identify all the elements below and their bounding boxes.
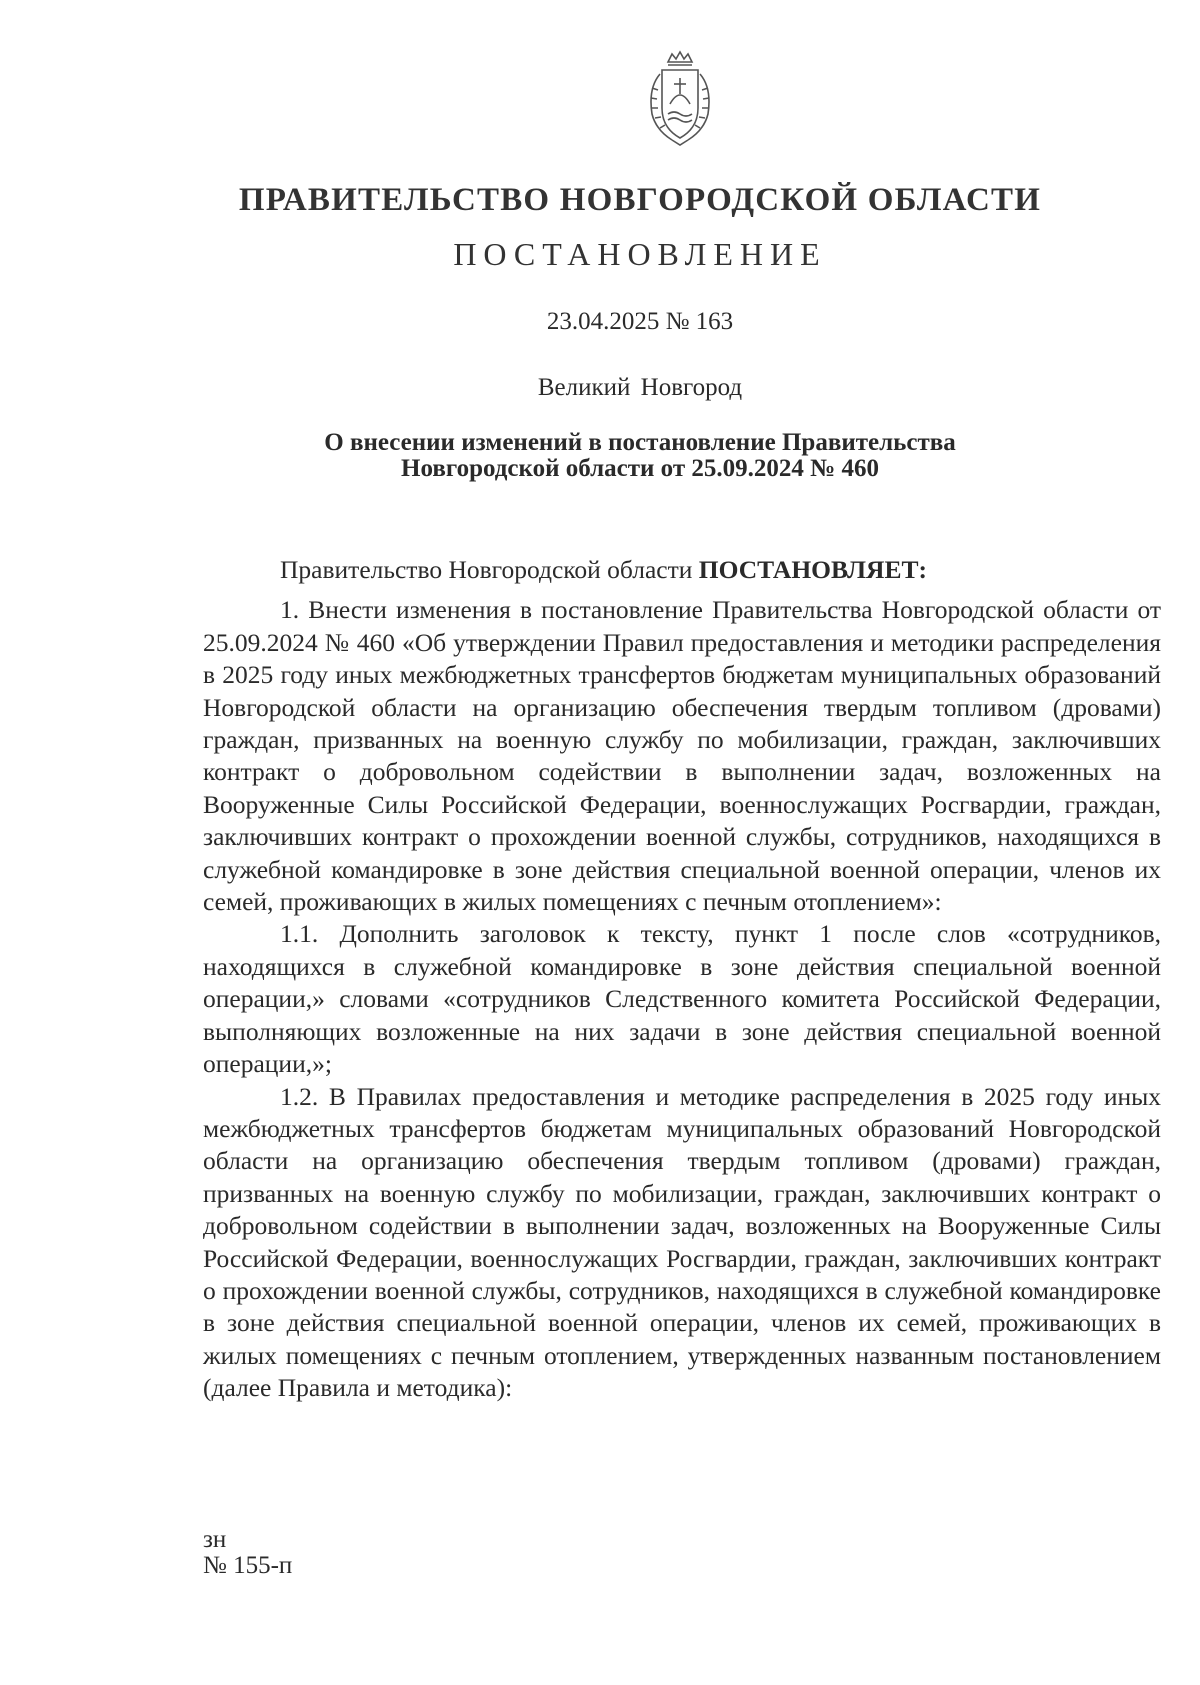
coat-of-arms-icon [640, 48, 720, 148]
resolution-intro [203, 554, 1161, 586]
registration-number: № 155-п [203, 1552, 293, 1579]
document-place: Великий Новгород [537, 374, 743, 401]
executor-initials: зн [203, 1526, 227, 1553]
organization-name: ПРАВИТЕЛЬСТВО НОВГОРОДСКОЙ ОБЛАСТИ [238, 182, 1042, 218]
resolution-keyword: ПОСТАНОВЛЯЕТ: [698, 555, 927, 584]
document-title [200, 430, 1080, 482]
document-date-number: 23.04.2025 № 163 [546, 308, 734, 335]
paragraph-1-2: 1.2. В Правилах предоставления и методике распределения в 2025 году иных межбюджетных трансфертов бюджетам муниципальных образований Новгородской области на организацию обеспечения твердым топливом (дровами) граждан, призванных на военную службу по мобилизации, граждан, заключивших контракт о добровольном содействии в выполнении задач, возложенных на Вооруженные Силы Российской Федерации, военнослужащих Росгвардии, граждан, заключивших контракт о прохождении военной службы, сотрудников, находящихся в служебной командировке в зоне действия специальной военной операции, членов их семей, проживающих в жилых помещениях с печным отоплением, утвержденных названным постановлением (далее Правила и методика): [203, 1081, 1161, 1403]
document-type: ПОСТАНОВЛЕНИЕ [453, 236, 827, 272]
document-title-line-2: Новгородской области от 25.09.2024 № 460 [401, 455, 879, 482]
paragraph-1: 1. Внести изменения в постановление Правительства Новгородской области от 25.09.2024 № 460 «Об утверждении Правил предоставления и методики распределения в 2025 году иных межбюджетных трансфертов бюджетам муниципальных образований Новгородской области на организацию обеспечения твердым топливом (дровами) граждан, призванных на военную службу по мобилизации, граждан, заключивших контракт о добровольном содействии в выполнении задач, возложенных на Вооруженные Силы Российской Федерации, военнослужащих Росгвардии, граждан, заключивших контракт о прохождении военной службы, сотрудников, находящихся в служебной командировке в зоне действия специальной военной операции, членов их семей, проживающих в жилых помещениях с печным отоплением»: [203, 595, 1161, 917]
document-body [203, 554, 1161, 1405]
document-title-line-1: О внесении изменений в постановление Правительства [324, 429, 956, 456]
resolution-intro-text: Правительство Новгородской области [280, 555, 699, 584]
document-footer [203, 1527, 292, 1579]
paragraph-1-1: 1.1. Дополнить заголовок к тексту, пункт 1 после слов «сотрудников, находящихся в служебной командировке в зоне действия специальной военной операции,» словами «сотрудников Следственного комитета Российской Федерации, выполняющих возложенные на них задачи в зоне действия специальной военной операции,»; [203, 919, 1161, 1079]
